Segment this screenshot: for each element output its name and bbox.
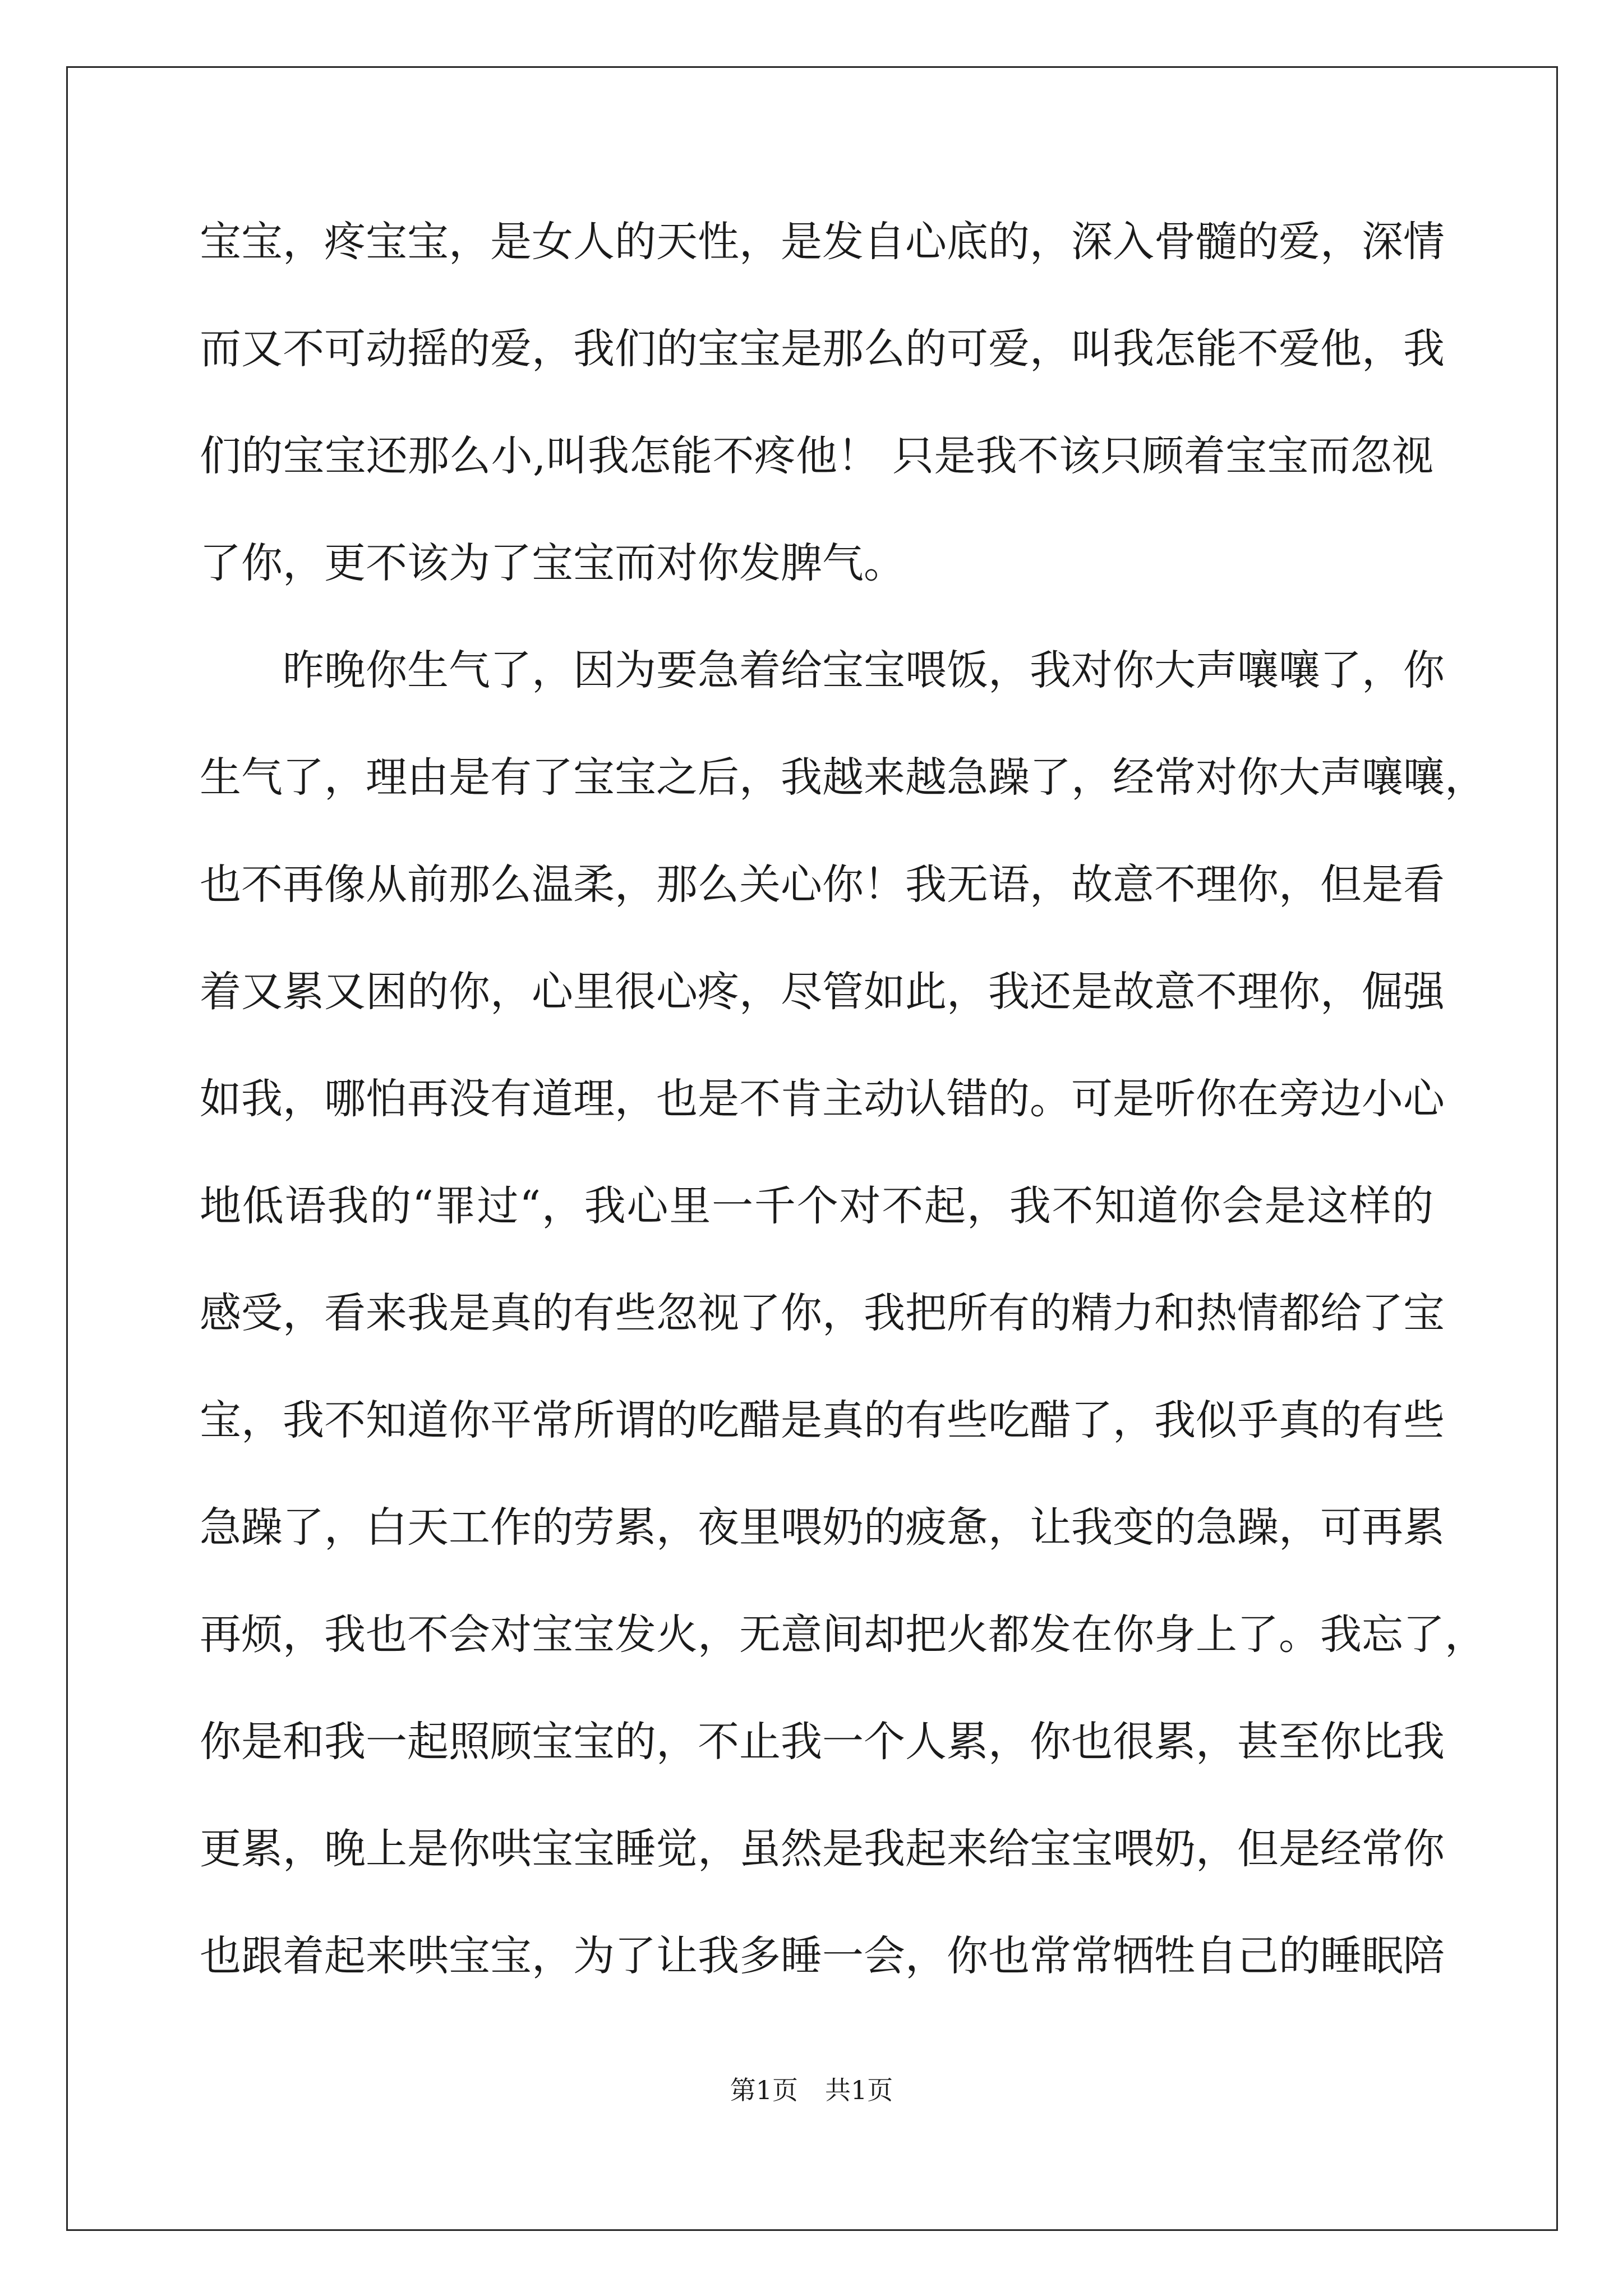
text-line: 你是和我一起照顾宝宝的，不止我一个人累，你也很累，甚至你比我 [200,1718,1445,1766]
page-number: 第1页 [730,2075,798,2105]
text-line: 也不再像从前那么温柔，那么关心你！我无语，故意不理你，但是看 [200,861,1445,909]
text-line: 宝，我不知道你平常所谓的吃醋是真的有些吃醋了，我似乎真的有些 [200,1396,1445,1444]
text-line: 了你，更不该为了宝宝而对你发脾气。 [200,539,905,587]
text-line: 如我，哪怕再没有道理，也是不肯主动认错的。可是听你在旁边小心 [200,1075,1445,1123]
text-line: 再烦，我也不会对宝宝发火，无意间却把火都发在你身上了。我忘了， [200,1611,1486,1659]
text-line: 生气了，理由是有了宝宝之后，我越来越急躁了，经常对你大声嚷嚷， [200,753,1486,802]
text-line: 宝宝，疼宝宝，是女人的天性，是发自心底的，深入骨髓的爱，深情 [200,218,1445,266]
text-line: 更累，晚上是你哄宝宝睡觉，虽然是我起来给宝宝喂奶，但是经常你 [200,1825,1445,1873]
text-line: 而又不可动摇的爱，我们的宝宝是那么的可爱，叫我怎能不爱他，我 [200,325,1445,373]
text-line: 昨晚你生气了，因为要急着给宝宝喂饭，我对你大声嚷嚷了，你 [283,646,1445,694]
text-line: 急躁了，白天工作的劳累，夜里喂奶的疲惫，让我变的急躁，可再累 [200,1503,1445,1552]
document-body [200,205,1486,2027]
text-line: 也跟着起来哄宝宝，为了让我多睡一会，你也常常牺牲自己的睡眠陪 [200,1932,1445,1980]
text-line: 地低语我的“罪过“，我心里一千个对不起，我不知道你会是这样的 [200,1182,1433,1230]
page-total: 共1页 [825,2075,893,2105]
text-line: 感受，看来我是真的有些忽视了你，我把所有的精力和热情都给了宝 [200,1289,1445,1337]
text-line: 们的宝宝还那么小,叫我怎能不疼他！ 只是我不该只顾着宝宝而忽视 [200,432,1433,480]
page-footer [0,2070,1623,2107]
text-line: 着又累又困的你，心里很心疼，尽管如此，我还是故意不理你，倔强 [200,968,1445,1016]
